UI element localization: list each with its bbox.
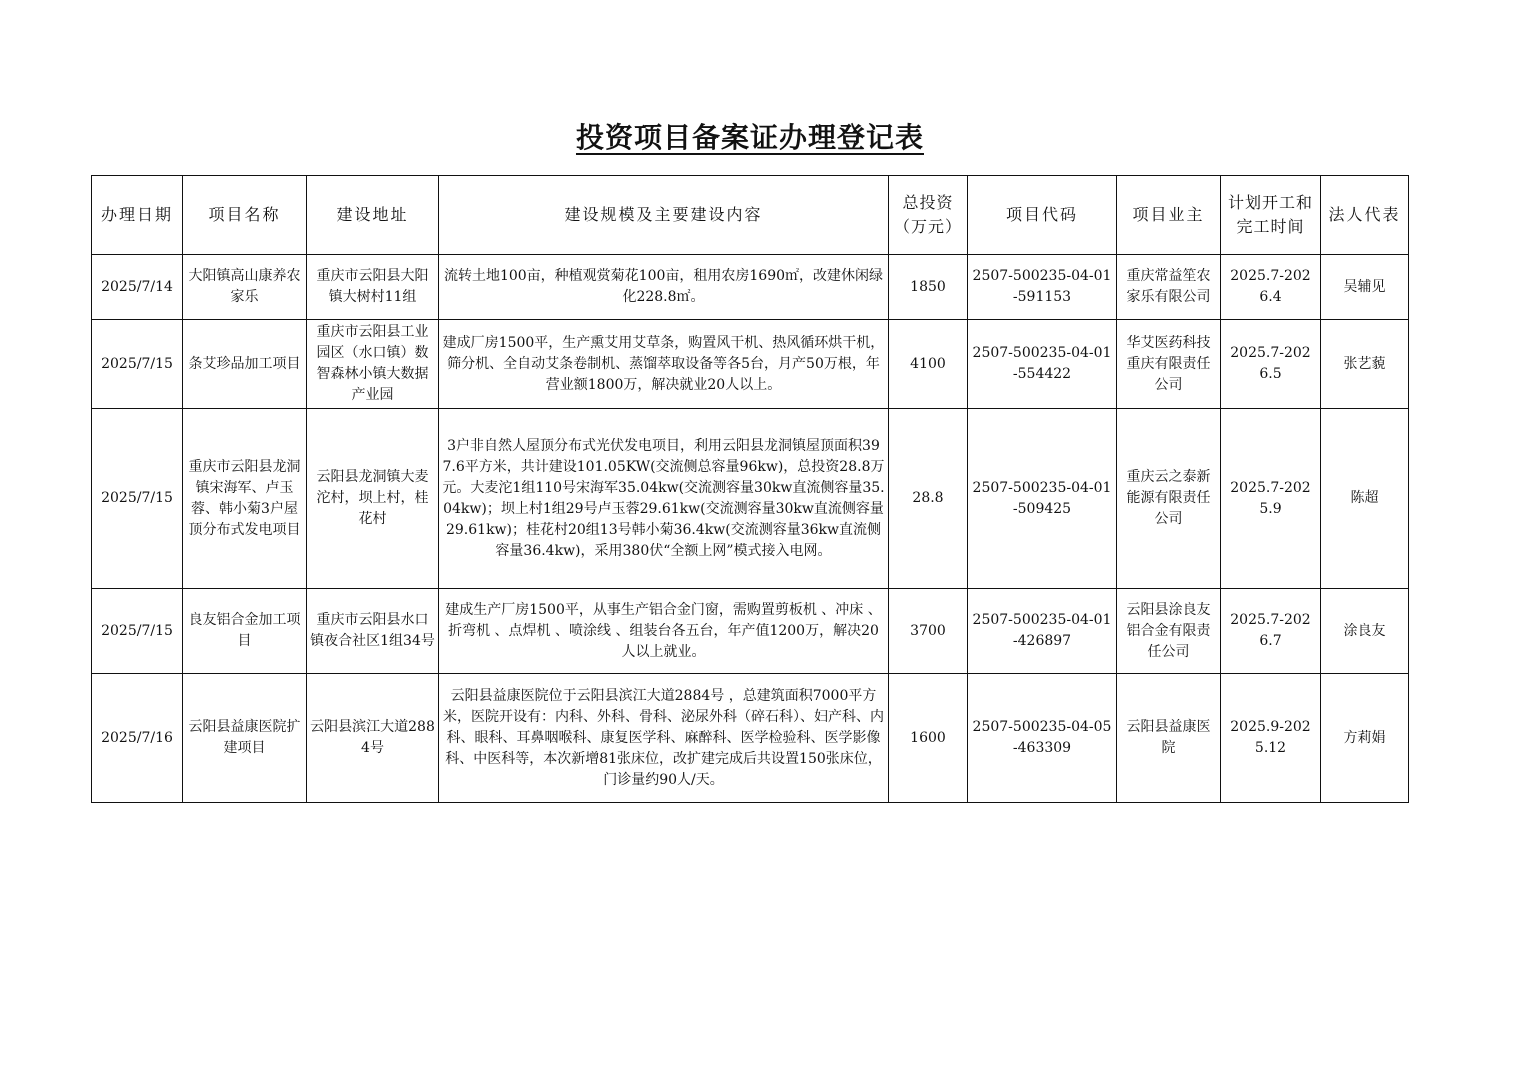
column-header-scope: 建设规模及主要建设内容 [439,176,889,255]
cell-project-name: 云阳县益康医院扩建项目 [183,674,307,803]
cell-scope: 建成生产厂房1500平，从事生产铝合金门窗，需购置剪板机 、冲床 、折弯机 、点焊机 、喷涂线 、组装台各五台，年产值1200万，解决20人以上就业。 [439,589,889,674]
table-row [92,409,1409,589]
cell-project-name: 大阳镇高山康养农家乐 [183,255,307,320]
cell-legal-rep: 陈超 [1321,409,1409,589]
cell-scope: 建成厂房1500平，生产熏艾用艾草条，购置风干机、热风循环烘干机，筛分机、全自动艾条卷制机、蒸馏萃取设备等各5台，月产50万根，年营业额1800万，解决就业20人以上。 [439,320,889,409]
cell-legal-rep: 涂良友 [1321,589,1409,674]
column-header-investment: 总投资（万元） [889,176,968,255]
cell-investment: 1850 [889,255,968,320]
title-text: 投资项目备案证办理登记表 [575,121,924,154]
cell-period: 2025.7-2025.9 [1221,409,1321,589]
cell-address: 重庆市云阳县工业园区（水口镇）数智森林小镇大数据产业园 [307,320,439,409]
column-header-project-name: 项目名称 [183,176,307,255]
cell-project-name: 重庆市云阳县龙洞镇宋海军、卢玉蓉、韩小菊3户屋顶分布式发电项目 [183,409,307,589]
cell-scope: 流转土地100亩，种植观赏菊花100亩，租用农房1690㎡，改建休闲绿化228.8㎡。 [439,255,889,320]
table-row [92,674,1409,803]
table-row [92,255,1409,320]
cell-date: 2025/7/14 [92,255,183,320]
cell-project-code: 2507-500235-04-01-426897 [968,589,1117,674]
cell-date: 2025/7/15 [92,409,183,589]
column-header-date: 办理日期 [92,176,183,255]
page-title [0,116,1500,156]
cell-address: 云阳县滨江大道2884号 [307,674,439,803]
cell-project-code: 2507-500235-04-01-554422 [968,320,1117,409]
cell-address: 重庆市云阳县大阳镇大树村11组 [307,255,439,320]
table-row [92,320,1409,409]
column-header-period: 计划开工和完工时间 [1221,176,1321,255]
cell-project-code: 2507-500235-04-05-463309 [968,674,1117,803]
cell-investment: 3700 [889,589,968,674]
cell-investment: 1600 [889,674,968,803]
header-row [92,176,1409,255]
cell-address: 重庆市云阳县水口镇夜合社区1组34号 [307,589,439,674]
cell-scope: 云阳县益康医院位于云阳县滨江大道2884号 ，总建筑面积7000平方米，医院开设有：内科、外科、骨科、泌尿外科（碎石科）、妇产科、内科、眼科、耳鼻咽喉科、康复医学科、麻醉科、医学检验科、医学影像科、中医科等，本次新增81张床位，改扩建完成后共设置150张床位，门诊量约90人/天。 [439,674,889,803]
column-header-owner: 项目业主 [1117,176,1221,255]
cell-owner: 重庆常益笙农家乐有限公司 [1117,255,1221,320]
cell-project-code: 2507-500235-04-01-591153 [968,255,1117,320]
cell-legal-rep: 张艺藐 [1321,320,1409,409]
column-header-legal-rep: 法人代表 [1321,176,1409,255]
cell-period: 2025.7-2026.4 [1221,255,1321,320]
column-header-project-code: 项目代码 [968,176,1117,255]
cell-project-name: 良友铝合金加工项目 [183,589,307,674]
table-row [92,589,1409,674]
cell-date: 2025/7/15 [92,320,183,409]
cell-date: 2025/7/16 [92,674,183,803]
cell-owner: 云阳县益康医院 [1117,674,1221,803]
column-header-address: 建设地址 [307,176,439,255]
cell-period: 2025.7-2026.7 [1221,589,1321,674]
cell-date: 2025/7/15 [92,589,183,674]
cell-period: 2025.9-2025.12 [1221,674,1321,803]
cell-legal-rep: 吴辅见 [1321,255,1409,320]
cell-investment: 28.8 [889,409,968,589]
cell-period: 2025.7-2026.5 [1221,320,1321,409]
cell-owner: 华艾医药科技重庆有限责任公司 [1117,320,1221,409]
cell-owner: 重庆云之泰新能源有限责任公司 [1117,409,1221,589]
cell-project-name: 条艾珍品加工项目 [183,320,307,409]
cell-investment: 4100 [889,320,968,409]
cell-address: 云阳县龙洞镇大麦沱村，坝上村，桂花村 [307,409,439,589]
cell-owner: 云阳县涂良友铝合金有限责任公司 [1117,589,1221,674]
cell-project-code: 2507-500235-04-01-509425 [968,409,1117,589]
cell-scope: 3户非自然人屋顶分布式光伏发电项目，利用云阳县龙洞镇屋顶面积397.6平方米，共计建设101.05KW(交流侧总容量96kw)，总投资28.8万元。大麦沱1组110号宋海军35.04kw(交流测容量30kw直流侧容量35.04kw)；坝上村1组29号卢玉蓉29.61kw(交流测容量30kw直流侧容量29.61kw)；桂花村20组13号韩小菊36.4kw(交流测容量36kw直流侧容量36.4kw)，采用380伏“全额上网”模式接入电网。 [439,409,889,589]
cell-legal-rep: 方莉娟 [1321,674,1409,803]
registration-table [91,175,1409,803]
